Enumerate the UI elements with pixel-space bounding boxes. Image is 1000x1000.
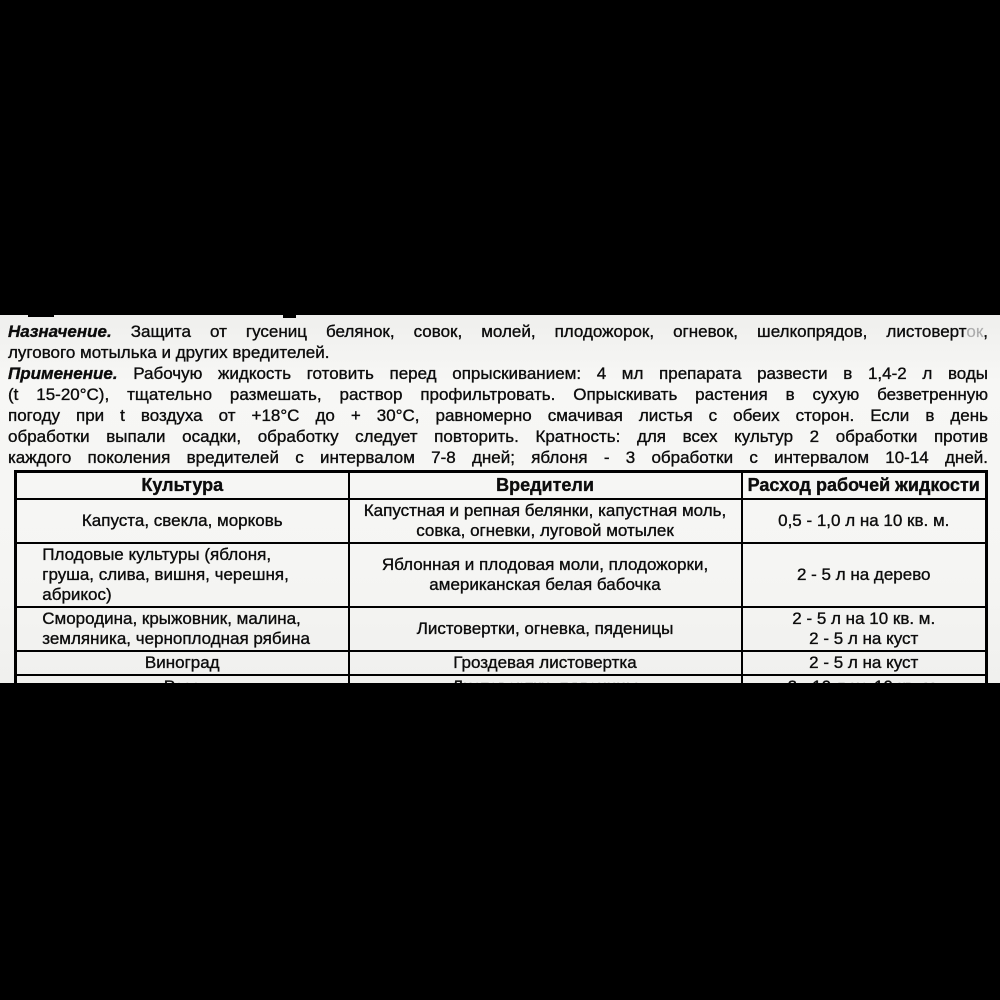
pests-cell: Яблонная и плодовая моли, плодожорки, американская белая бабочка	[349, 543, 742, 607]
top-black-band	[0, 0, 1000, 315]
application-text: обработки выпали осадки, обработку следует повторить. Кратность: для всех культур 2 обработки против	[8, 427, 988, 446]
table-header-row	[16, 472, 987, 500]
purpose-text: лугового мотылька и других вредителей.	[8, 343, 330, 362]
application-text: (t 15-20°С), тщательно размешать, раствор профильтровать. Опрыскивать растения в сухую безветренную	[8, 385, 988, 404]
application-text: погоду при t воздуха от +18°С до + 30°С, равномерно смачивая листья с обеих сторон. Если в день	[8, 406, 988, 425]
table-row	[16, 543, 987, 607]
header-culture: Культура	[16, 472, 349, 500]
table-row	[16, 499, 987, 543]
application-text: Рабочую жидкость готовить перед опрыскиванием: 4 мл препарата развести в 1,4-2 л воды	[133, 364, 988, 383]
usage-table	[14, 470, 988, 701]
rate-line-1: 2 - 5 л на 10 кв. м.	[792, 609, 936, 628]
culture-text: Капуста, свекла, морковь	[81, 511, 283, 530]
scan-artifact	[28, 311, 54, 317]
purpose-text-tail: ,	[983, 322, 988, 341]
header-rate: Расход рабочей жидкости	[742, 472, 987, 500]
culture-text: Смородина, крыжовник, малина, земляника, черноплодная рябина	[42, 609, 310, 648]
culture-text: Плодовые культуры (яблоня, груша, слива, вишня, черешня, абрикос)	[42, 545, 289, 604]
culture-cell	[16, 607, 349, 651]
label-scan-paper	[0, 315, 1000, 683]
pests-cell: Гроздевая листовертка	[349, 651, 742, 675]
culture-text: Виноград	[144, 653, 220, 672]
application-paragraph-line-3	[8, 405, 988, 426]
header-pests: Вредители	[349, 472, 742, 500]
rate-cell	[742, 607, 987, 651]
application-paragraph-line-2	[8, 384, 988, 405]
purpose-paragraph-line-1	[8, 321, 988, 342]
pests-cell: Листовертки, огневка, пяденицы	[349, 607, 742, 651]
application-paragraph-line-1	[8, 363, 988, 384]
culture-cell	[16, 543, 349, 607]
purpose-text: Защита от гусениц белянок, совок, молей, плодожорок, огневок, шелкопрядов, листоверт	[130, 322, 967, 341]
rate-cell: 2 - 5 л на дерево	[742, 543, 987, 607]
pests-cell: Капустная и репная белянки, капустная моль, совка, огневки, луговой мотылек	[349, 499, 742, 543]
application-text: каждого поколения вредителей с интервалом 7-8 дней; яблоня - 3 обработки с интервалом 10-14 дней.	[8, 448, 988, 467]
rate-line-2: 2 - 5 л на куст	[809, 629, 919, 648]
purpose-text-faded: ок	[966, 322, 984, 341]
application-label: Применение.	[8, 364, 118, 383]
application-paragraph-line-4	[8, 426, 988, 447]
purpose-label: Назначение.	[8, 322, 112, 341]
rate-cell: 2 - 5 л на куст	[742, 651, 987, 675]
bottom-black-band	[0, 683, 1000, 1000]
purpose-paragraph-line-2	[8, 342, 988, 363]
scan-artifact	[283, 310, 296, 318]
application-paragraph-line-5	[8, 447, 988, 468]
culture-cell	[16, 651, 349, 675]
table-row	[16, 607, 987, 651]
rate-cell: 0,5 - 1,0 л на 10 кв. м.	[742, 499, 987, 543]
table-row	[16, 651, 987, 675]
culture-cell	[16, 499, 349, 543]
